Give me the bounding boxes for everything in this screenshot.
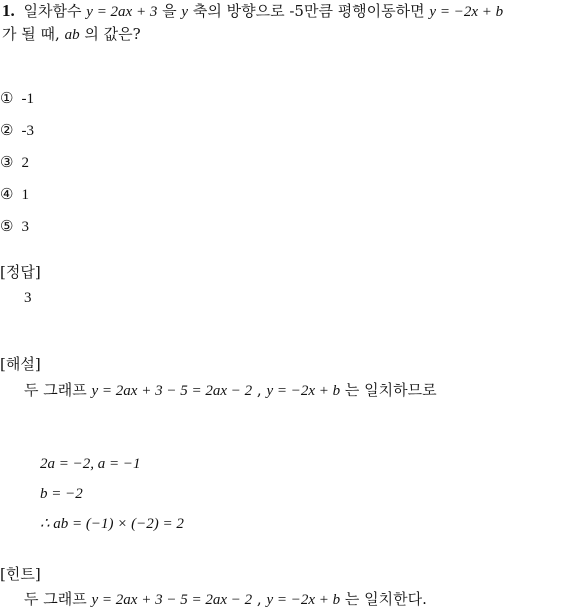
question-number: 1. [2, 1, 15, 20]
choice-marker: ① [0, 89, 14, 107]
hint-separator: , [256, 590, 262, 608]
choice-marker: ④ [0, 185, 14, 203]
answer-label: [정답] [0, 263, 41, 281]
explanation-label: [해설] [0, 355, 41, 373]
choice-marker: ② [0, 121, 14, 139]
choice-value: 3 [21, 219, 29, 235]
explanation-text [24, 380, 437, 401]
answer-value: 3 [24, 290, 32, 306]
choice-5[interactable] [0, 216, 29, 237]
question-text: 을 [162, 2, 177, 20]
hint-equation-2: y = −2x + b [266, 592, 341, 608]
variable-y: y [181, 4, 189, 20]
explanation-suffix: 는 일치하므로 [344, 381, 437, 399]
choice-value: -1 [21, 91, 34, 107]
choice-value: 1 [21, 187, 29, 203]
explanation-equation-2: y = −2x + b [266, 383, 341, 399]
choice-marker: ⑤ [0, 217, 14, 235]
hint-suffix: 는 일치한다. [344, 590, 427, 608]
explanation-step-3: ∴ ab = (−1) × (−2) = 2 [40, 516, 184, 532]
choice-3[interactable] [0, 152, 29, 173]
equation-original: y = 2ax + 3 [86, 4, 158, 20]
choice-2[interactable] [0, 120, 34, 141]
explanation-separator: , [256, 381, 262, 399]
question-text: 일차함수 [23, 2, 82, 20]
explanation-equation-1: y = 2ax + 3 − 5 = 2ax − 2 [91, 383, 253, 399]
explanation-step-1: 2a = −2, a = −1 [40, 456, 141, 472]
choice-marker: ③ [0, 153, 14, 171]
question-line-2 [2, 24, 141, 45]
choice-value: -3 [21, 123, 34, 139]
variable-ab: ab [64, 27, 80, 43]
question-text: 의 값은? [84, 25, 141, 43]
hint-label: [힌트] [0, 565, 41, 583]
hint-prefix: 두 그래프 [24, 590, 87, 608]
explanation-prefix: 두 그래프 [24, 381, 87, 399]
choice-1[interactable] [0, 88, 34, 109]
question-text: 가 될 때, [2, 25, 60, 43]
hint-equation-1: y = 2ax + 3 − 5 = 2ax − 2 [91, 592, 253, 608]
choice-4[interactable] [0, 184, 29, 205]
question-line-1 [2, 1, 503, 22]
choice-value: 2 [21, 155, 29, 171]
question-text: 축의 방향으로 -5만큼 평행이동하면 [192, 2, 425, 20]
equation-shifted: y = −2x + b [429, 4, 504, 20]
explanation-step-2: b = −2 [40, 486, 83, 502]
